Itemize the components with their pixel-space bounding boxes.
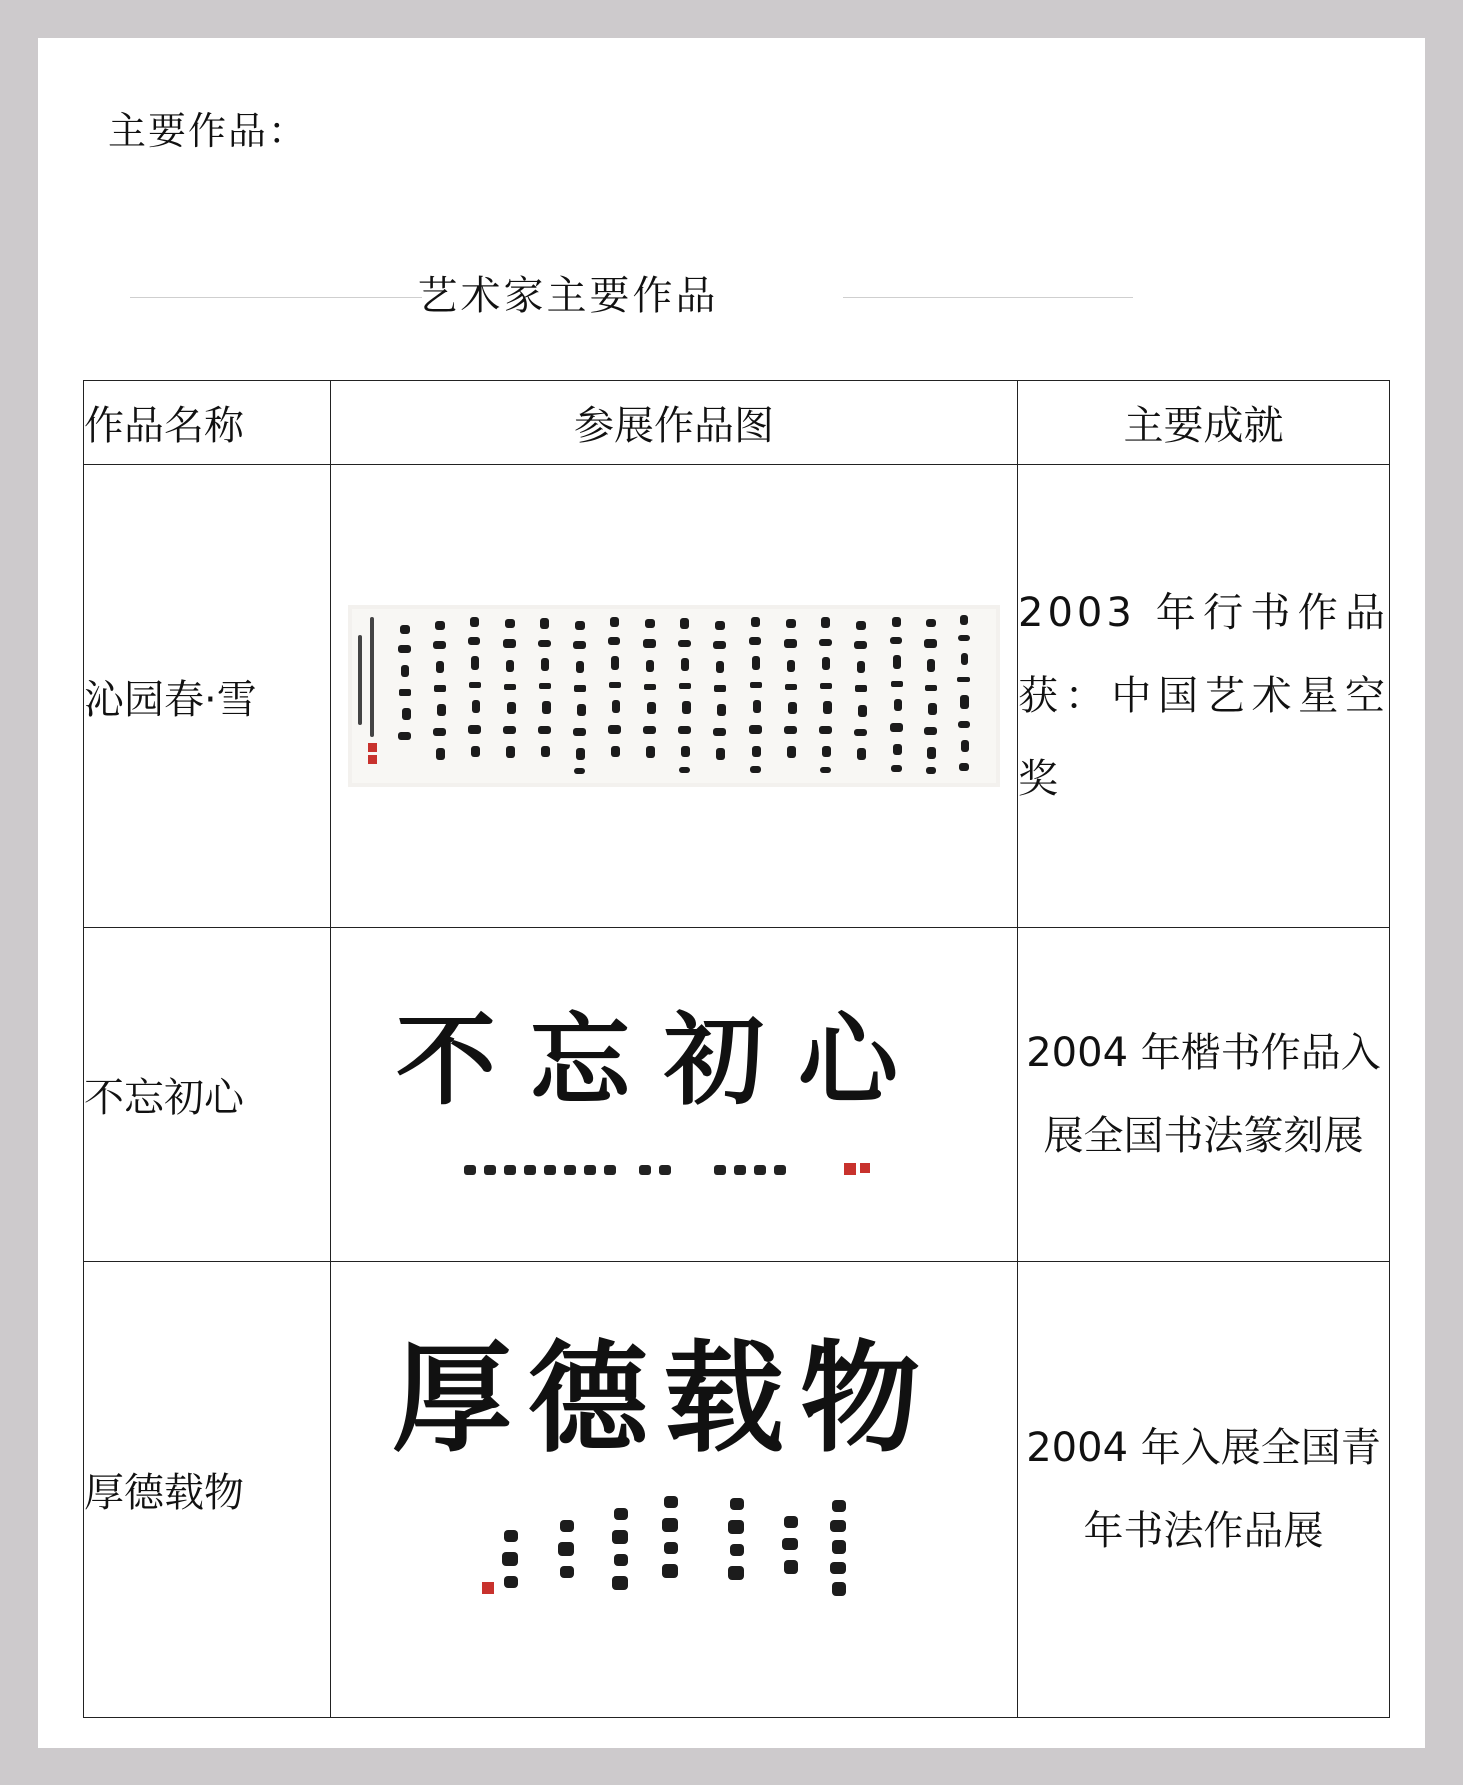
calligraphy-buwangchuxin-image	[374, 975, 974, 1215]
header-achievement: 主要成就	[1018, 381, 1390, 465]
table-row	[84, 465, 1390, 928]
calligraphy-scroll-qinyuanchun-image	[348, 605, 1000, 787]
table-row	[84, 1262, 1390, 1718]
document-page	[38, 38, 1425, 1748]
header-work-image: 参展作品图	[331, 381, 1018, 465]
table-header-row	[84, 381, 1390, 465]
artwork-title-text: 厚德载物	[392, 1327, 936, 1469]
artwork-title-text: 不忘初心	[396, 1000, 932, 1119]
title-rule-right	[843, 297, 1133, 298]
work-name: 沁园春·雪	[84, 465, 331, 928]
work-name: 厚德载物	[84, 1262, 331, 1718]
work-name: 不忘初心	[84, 928, 331, 1262]
work-achievement: 2003 年行书作品获：中国艺术星空奖	[1018, 465, 1390, 928]
work-image-cell	[331, 1262, 1018, 1718]
table-row	[84, 928, 1390, 1262]
work-achievement: 2004 年入展全国青年书法作品展	[1018, 1262, 1390, 1718]
section-title: 艺术家主要作品	[417, 273, 719, 319]
work-image-cell	[331, 465, 1018, 928]
works-table	[83, 380, 1390, 1718]
work-image-cell	[331, 928, 1018, 1262]
work-achievement: 2004 年楷书作品入展全国书法篆刻展	[1018, 928, 1390, 1262]
calligraphy-houdezaiwu-image	[364, 1320, 984, 1660]
header-work-name: 作品名称	[84, 381, 331, 465]
page-heading: 主要作品：	[108, 109, 309, 153]
